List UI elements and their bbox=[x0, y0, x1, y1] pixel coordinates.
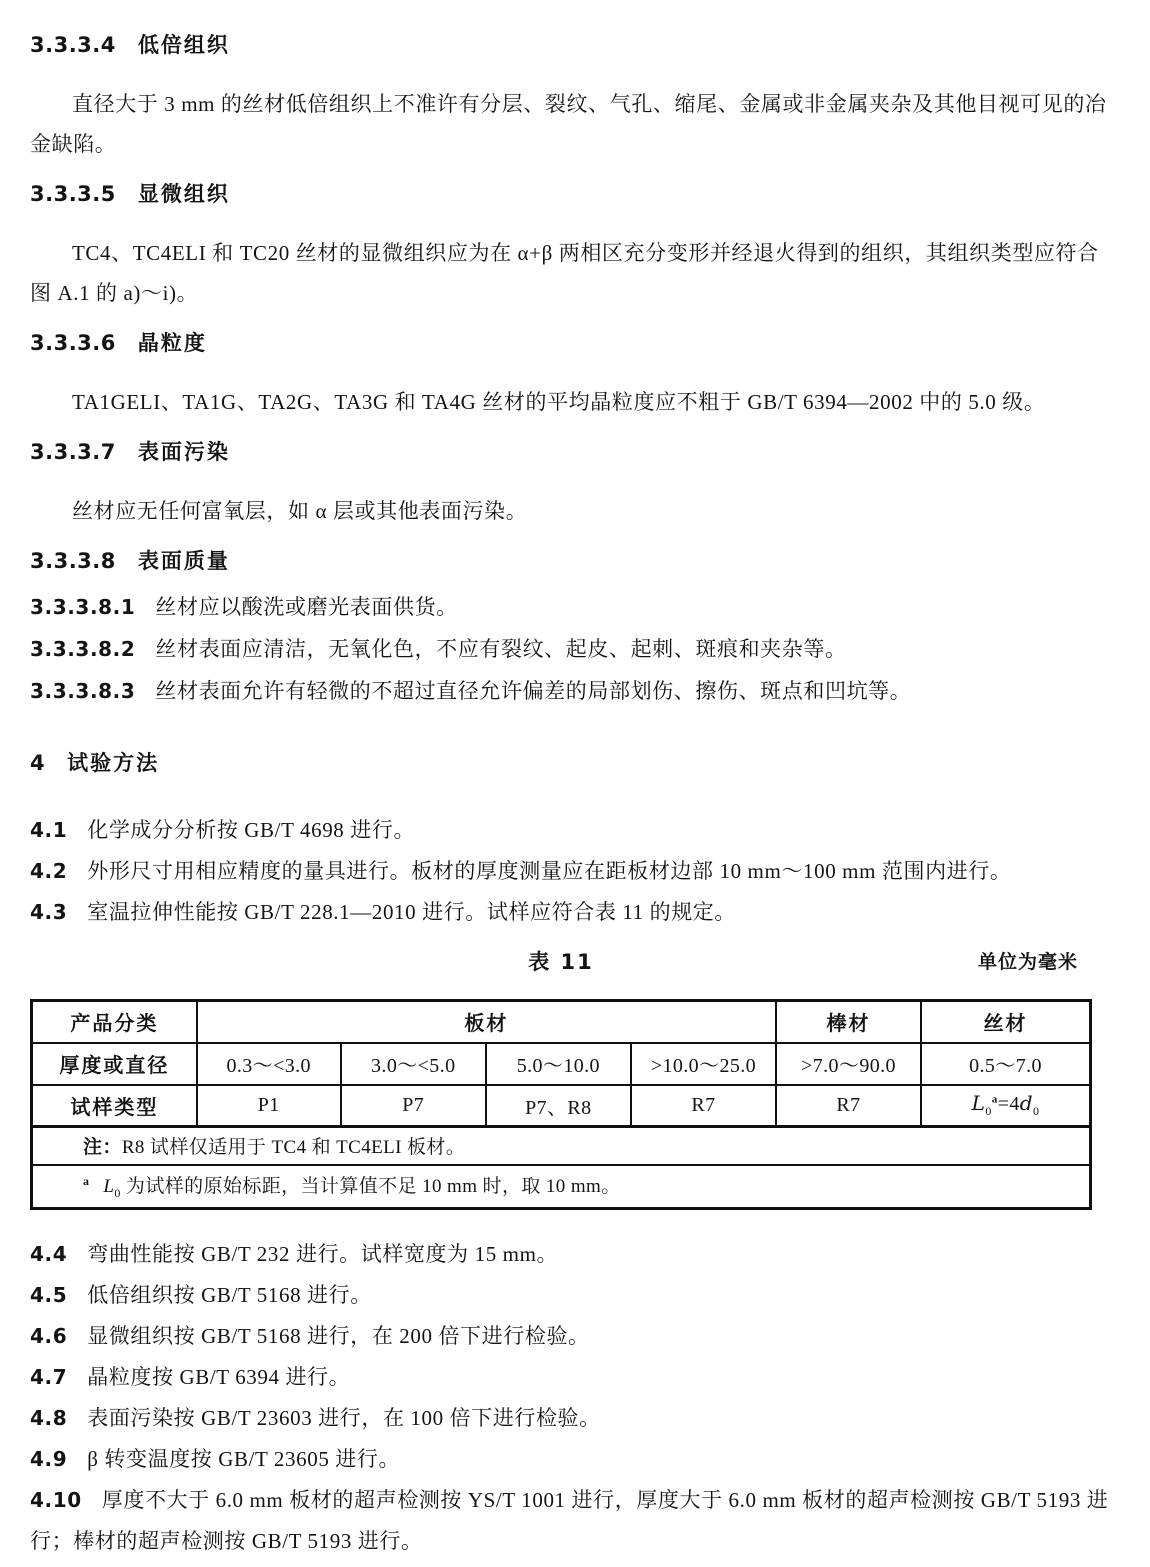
footnote-variable bbox=[103, 1176, 121, 1201]
footnote-marker: a bbox=[83, 1174, 90, 1189]
section-heading-3335 bbox=[30, 179, 1120, 209]
sample-type-value: R7 bbox=[776, 1085, 921, 1127]
clause-number: 3.3.3.8.3 bbox=[30, 679, 136, 703]
footnote-L: L bbox=[103, 1176, 115, 1198]
table-footnote-cell bbox=[32, 1165, 1091, 1209]
clause-number: 3.3.3.8.1 bbox=[30, 595, 136, 619]
table-footnote-row bbox=[32, 1165, 1091, 1209]
clause-33382 bbox=[30, 628, 1120, 670]
note-label: 注： bbox=[83, 1136, 122, 1159]
header-bar: 棒材 bbox=[776, 1001, 921, 1043]
header-plate: 板材 bbox=[197, 1001, 776, 1043]
clause-list-4a bbox=[30, 810, 1120, 933]
sample-type-value: P1 bbox=[197, 1085, 341, 1127]
clause-text: β 转变温度按 GB/T 23605 进行。 bbox=[87, 1447, 401, 1471]
formula-sub0: 0 bbox=[985, 1104, 992, 1119]
clause-text: 丝材表面允许有轻微的不超过直径允许偏差的局部划伤、擦伤、斑点和凹坑等。 bbox=[155, 679, 912, 703]
thickness-value: >7.0～90.0 bbox=[776, 1043, 921, 1085]
clause-number: 4.4 bbox=[30, 1242, 68, 1266]
thickness-value: 0.3～<3.0 bbox=[197, 1043, 341, 1085]
sample-type-label: 试样类型 bbox=[32, 1085, 197, 1127]
header-product-class: 产品分类 bbox=[32, 1001, 197, 1043]
section-title: 表面污染 bbox=[137, 440, 230, 464]
paragraph-3337: 丝材应无任何富氧层，如 α 层或其他表面污染。 bbox=[72, 499, 528, 523]
clause-42 bbox=[30, 851, 1120, 892]
section-title: 表面质量 bbox=[137, 549, 230, 573]
clause-number: 4.6 bbox=[30, 1324, 68, 1348]
clause-47 bbox=[30, 1357, 1120, 1398]
table-note-row bbox=[32, 1127, 1091, 1165]
clause-text: 丝材应以酸洗或磨光表面供货。 bbox=[155, 595, 458, 619]
clause-text: 化学成分分析按 GB/T 4698 进行。 bbox=[87, 818, 416, 842]
section-heading-3337 bbox=[30, 437, 1120, 467]
clause-48 bbox=[30, 1398, 1120, 1439]
clause-number: 4.9 bbox=[30, 1447, 68, 1471]
formula-sub0b: 0 bbox=[1032, 1104, 1040, 1119]
section-number: 3.3.3.8 bbox=[30, 549, 116, 573]
clause-number: 4.2 bbox=[30, 859, 68, 883]
clause-list-4b bbox=[30, 1234, 1120, 1562]
paragraph-3336: TA1GELI、TA1G、TA2G、TA3G 和 TA4G 丝材的平均晶粒度应不粗于 GB/T 6394—2002 中的 5.0 级。 bbox=[72, 390, 1046, 414]
section-number: 3.3.3.4 bbox=[30, 33, 116, 57]
clause-46 bbox=[30, 1316, 1120, 1357]
section-number: 3.3.3.5 bbox=[30, 182, 116, 206]
clause-33381 bbox=[30, 586, 1120, 628]
thickness-value: 0.5～7.0 bbox=[921, 1043, 1090, 1085]
clause-number: 4.8 bbox=[30, 1406, 68, 1430]
clause-number: 4.1 bbox=[30, 818, 68, 842]
thickness-value: 5.0～10.0 bbox=[486, 1043, 631, 1085]
thickness-label: 厚度或直径 bbox=[32, 1043, 197, 1085]
footnote-sub0: 0 bbox=[114, 1186, 121, 1201]
table-caption: 表 11 bbox=[528, 950, 594, 974]
clause-45 bbox=[30, 1275, 1120, 1316]
sample-type-value: R7 bbox=[631, 1085, 776, 1127]
clause-number: 4.7 bbox=[30, 1365, 68, 1389]
paragraph-3334: 直径大于 3 mm 的丝材低倍组织上不准许有分层、裂纹、气孔、缩尾、金属或非金属夹杂及其他目视可见的冶金缺陷。 bbox=[30, 92, 1107, 156]
clause-text: 室温拉伸性能按 GB/T 228.1—2010 进行。试样应符合表 11 的规定。 bbox=[87, 900, 737, 924]
clause-number: 4.3 bbox=[30, 900, 68, 924]
formula-L: L bbox=[971, 1091, 986, 1116]
section-number: 3.3.3.6 bbox=[30, 331, 116, 355]
clause-number: 4.10 bbox=[30, 1488, 82, 1512]
clause-text: 丝材表面应清洁，无氧化色，不应有裂纹、起皮、起刺、斑痕和夹杂等。 bbox=[155, 637, 847, 661]
section-heading-3334 bbox=[30, 30, 1120, 60]
formula-sup-a: a bbox=[991, 1093, 998, 1106]
note-text: R8 试样仅适用于 TC4 和 TC4ELI 板材。 bbox=[121, 1137, 466, 1159]
clause-49 bbox=[30, 1439, 1120, 1480]
clause-410 bbox=[30, 1480, 1120, 1562]
table-thickness-row bbox=[32, 1043, 1091, 1085]
section-heading-3338 bbox=[30, 546, 1120, 576]
table-note-cell bbox=[32, 1127, 1091, 1165]
table-11 bbox=[30, 999, 1092, 1210]
section-title: 晶粒度 bbox=[137, 331, 207, 355]
formula-d: d bbox=[1019, 1091, 1033, 1116]
paragraph-3335: TC4、TC4ELI 和 TC20 丝材的显微组织应为在 α+β 两相区充分变形并经退火得到的组织，其组织类型应符合图 A.1 的 a)～i)。 bbox=[30, 241, 1099, 305]
sample-type-formula-cell bbox=[921, 1085, 1090, 1127]
clause-number: 4.5 bbox=[30, 1283, 68, 1307]
clause-33383 bbox=[30, 670, 1120, 712]
clause-44 bbox=[30, 1234, 1120, 1275]
sample-type-value: P7、R8 bbox=[486, 1085, 631, 1127]
table-unit-label: 单位为毫米 bbox=[977, 951, 1078, 973]
table-11-block bbox=[30, 947, 1092, 1210]
clause-number: 3.3.3.8.2 bbox=[30, 637, 136, 661]
clause-text: 外形尺寸用相应精度的量具进行。板材的厚度测量应在距板材边部 10 mm～100 mm 范围内进行。 bbox=[87, 859, 1012, 883]
clause-text: 厚度不大于 6.0 mm 板材的超声检测按 YS/T 1001 进行，厚度大于 6.0 mm 板材的超声检测按 GB/T 5193 进行；棒材的超声检测按 GB/T 5193 进行。 bbox=[30, 1488, 1109, 1553]
header-wire: 丝材 bbox=[921, 1001, 1090, 1043]
clause-41 bbox=[30, 810, 1120, 851]
clause-text: 低倍组织按 GB/T 5168 进行。 bbox=[87, 1283, 372, 1307]
thickness-value: 3.0～<5.0 bbox=[341, 1043, 486, 1085]
clause-text: 弯曲性能按 GB/T 232 进行。试样宽度为 15 mm。 bbox=[87, 1242, 559, 1266]
gauge-length-formula bbox=[971, 1091, 1040, 1119]
chapter-title: 试验方法 bbox=[67, 751, 160, 775]
footnote-text: 为试样的原始标距，当计算值不足 10 mm 时，取 10 mm。 bbox=[120, 1176, 621, 1198]
thickness-value: >10.0～25.0 bbox=[631, 1043, 776, 1085]
clause-text: 显微组织按 GB/T 5168 进行，在 200 倍下进行检验。 bbox=[87, 1324, 590, 1348]
sample-type-value: P7 bbox=[341, 1085, 486, 1127]
chapter-heading-4 bbox=[30, 748, 1120, 778]
formula-eq4: =4 bbox=[997, 1093, 1020, 1116]
section-title: 显微组织 bbox=[137, 182, 230, 206]
section-title: 低倍组织 bbox=[137, 33, 230, 57]
table-sample-type-row bbox=[32, 1085, 1091, 1127]
clause-43 bbox=[30, 892, 1120, 933]
table-caption-row bbox=[30, 947, 1092, 977]
clause-text: 表面污染按 GB/T 23603 进行，在 100 倍下进行检验。 bbox=[87, 1406, 601, 1430]
section-heading-3336 bbox=[30, 328, 1120, 358]
clause-text: 晶粒度按 GB/T 6394 进行。 bbox=[87, 1365, 351, 1389]
table-header-row bbox=[32, 1001, 1091, 1043]
section-number: 3.3.3.7 bbox=[30, 440, 116, 464]
chapter-number: 4 bbox=[30, 751, 46, 775]
clause-list-338 bbox=[30, 586, 1120, 712]
